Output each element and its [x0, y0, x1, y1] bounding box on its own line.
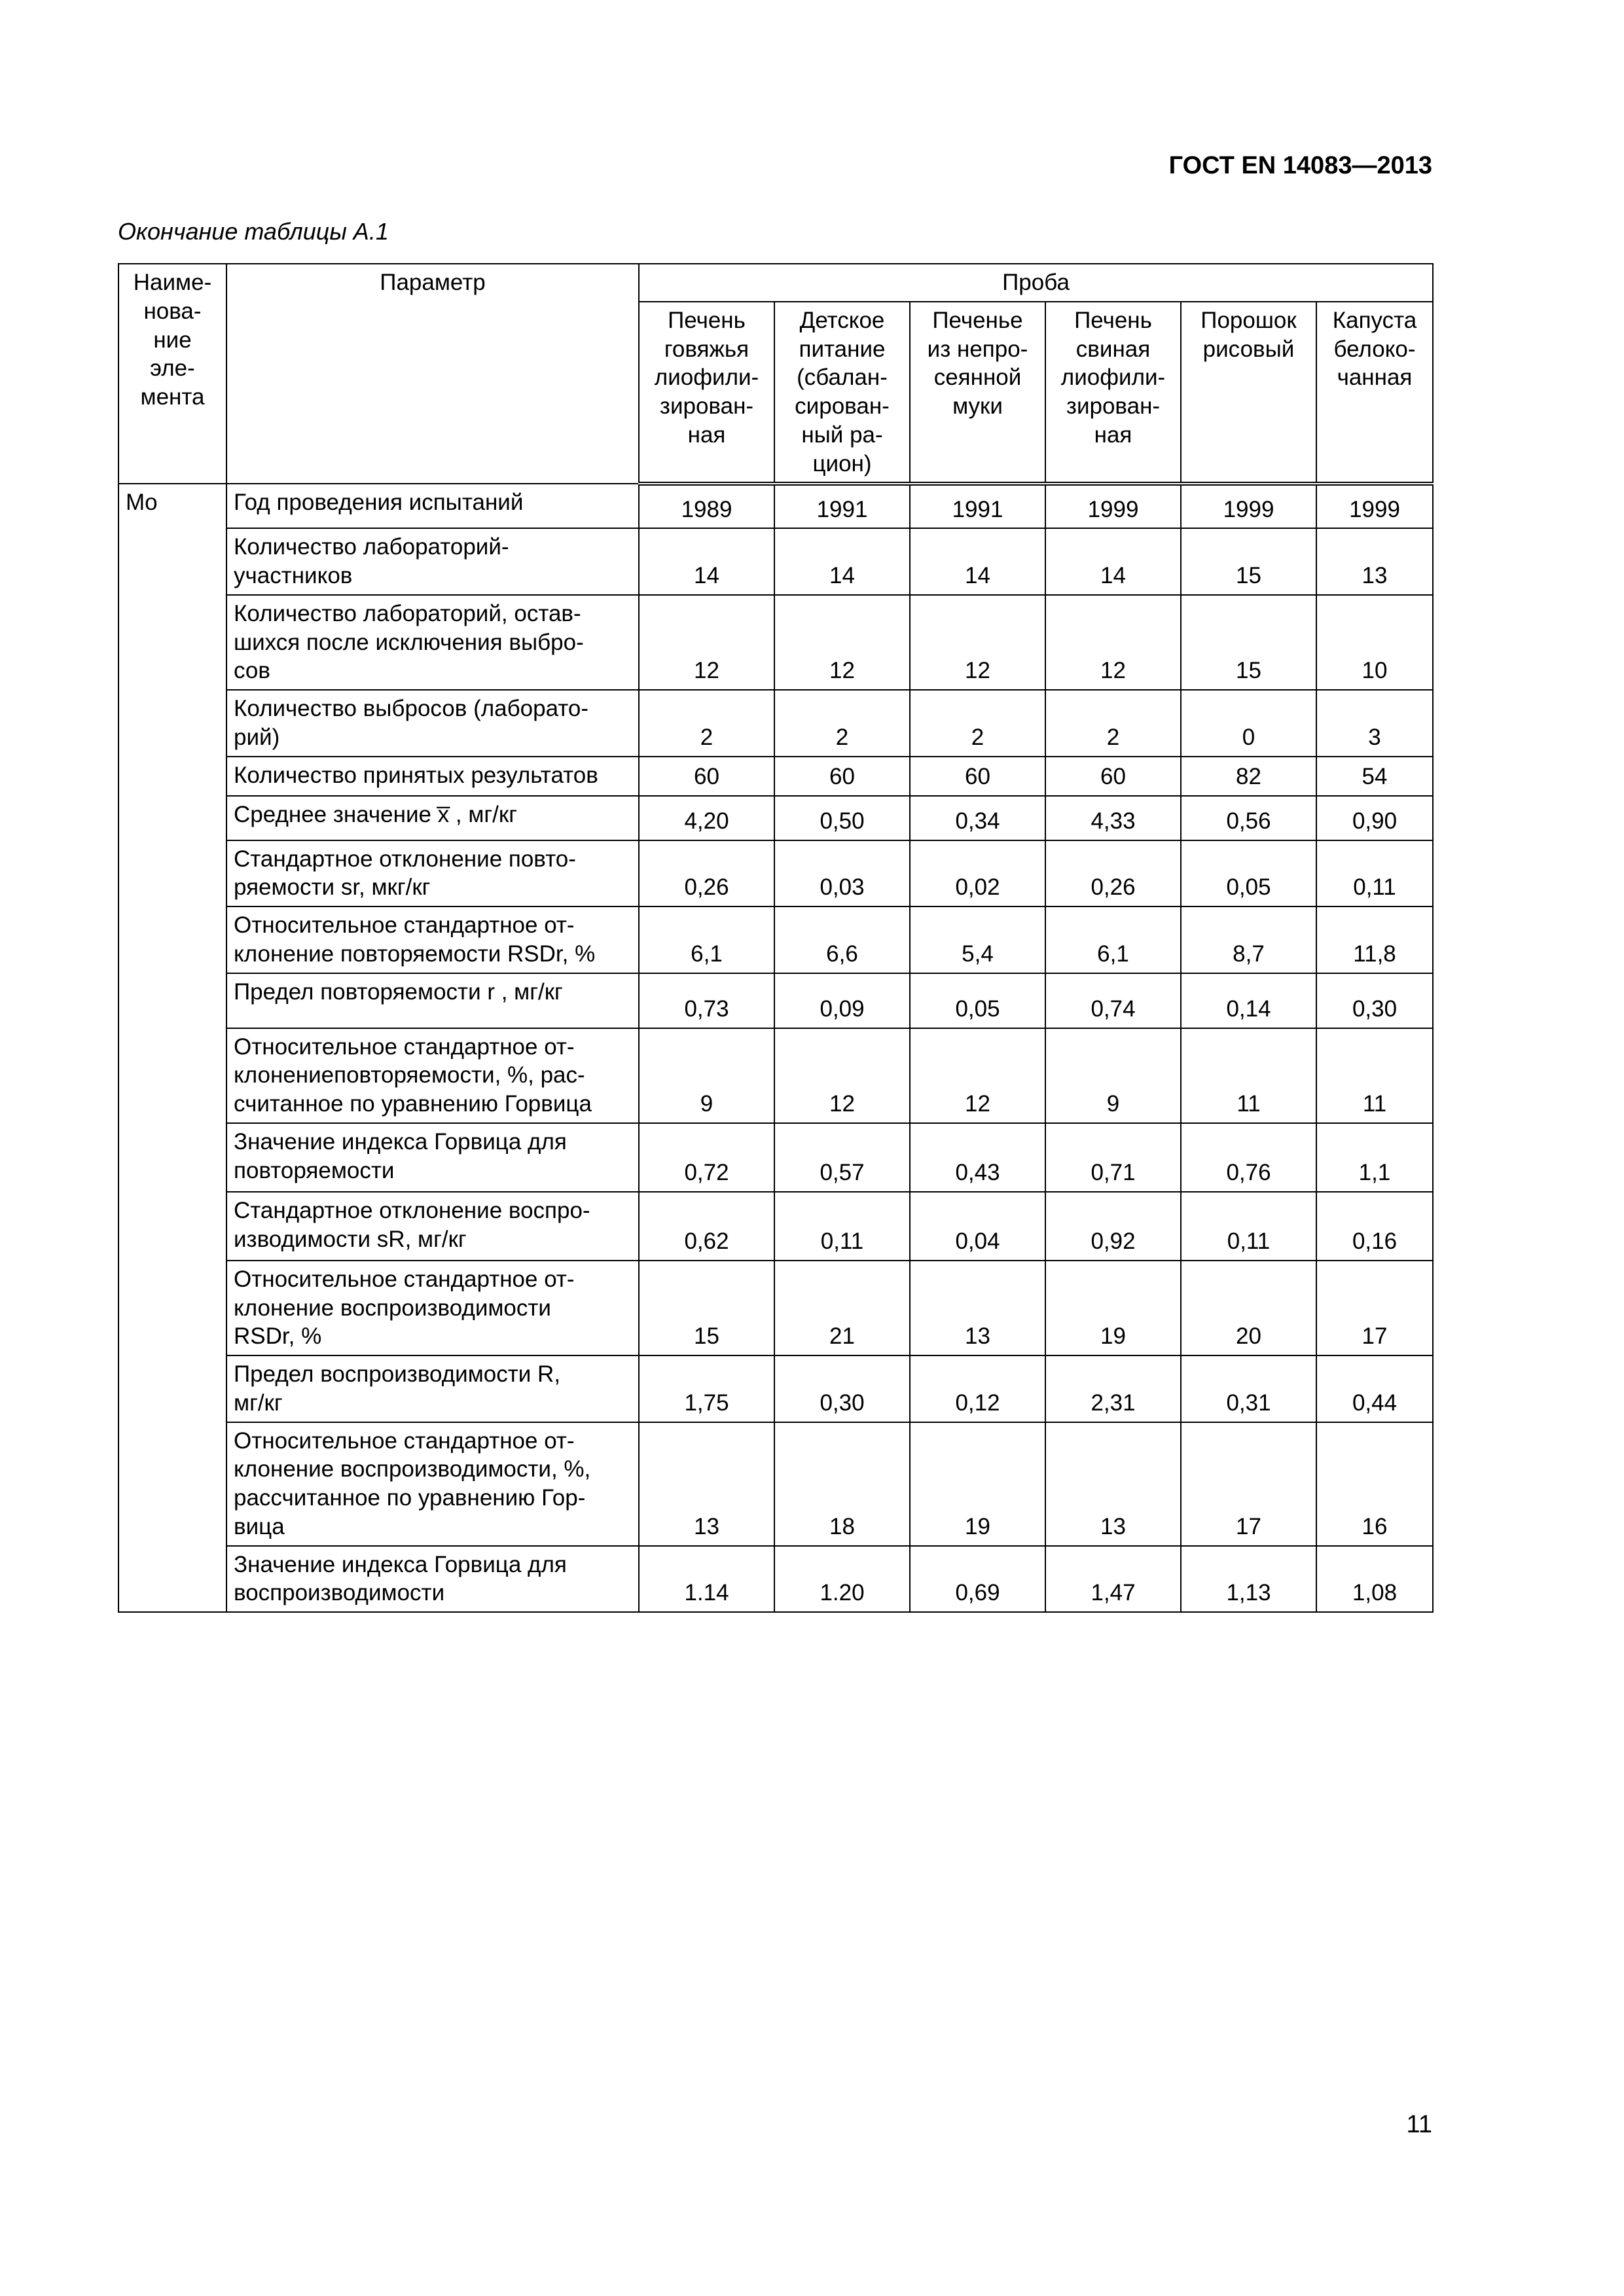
value-cell: 19	[1045, 1261, 1181, 1355]
value-cell: 1999	[1045, 484, 1181, 528]
value-cell: 2,31	[1045, 1355, 1181, 1422]
value-cell: 13	[1316, 528, 1433, 595]
value-cell: 15	[1181, 528, 1316, 595]
value-cell: 0,26	[639, 840, 774, 907]
value-cell: 0,69	[910, 1546, 1045, 1613]
value-cell: 0,14	[1181, 973, 1316, 1028]
value-cell: 0,90	[1316, 796, 1433, 840]
header-sample-group: Проба	[639, 264, 1433, 302]
value-cell: 11	[1181, 1028, 1316, 1123]
value-cell: 13	[1045, 1422, 1181, 1546]
value-cell: 0,50	[774, 796, 910, 840]
value-cell: 0,11	[1181, 1192, 1316, 1261]
value-cell: 14	[1045, 528, 1181, 595]
parameter-cell: Количество лабораторий- участников	[226, 528, 639, 595]
value-cell: 17	[1181, 1422, 1316, 1546]
value-cell: 1,75	[639, 1355, 774, 1422]
value-cell: 0,62	[639, 1192, 774, 1261]
parameter-cell: Предел воспроизводимости R, мг/кг	[226, 1355, 639, 1422]
parameter-cell: Среднее значение x̅ , мг/кг	[226, 796, 639, 840]
parameter-cell: Относительное стандартное от- клонениеповторяемости, %, рас- считанное по уравнению Горвица	[226, 1028, 639, 1123]
value-cell: 19	[910, 1422, 1045, 1546]
value-cell: 11,8	[1316, 906, 1433, 973]
table-row	[118, 1261, 1433, 1355]
value-cell: 0,26	[1045, 840, 1181, 907]
value-cell: 0,73	[639, 973, 774, 1028]
value-cell: 6,6	[774, 906, 910, 973]
value-cell: 1,08	[1316, 1546, 1433, 1613]
value-cell: 0,02	[910, 840, 1045, 907]
value-cell: 0,71	[1045, 1123, 1181, 1192]
value-cell: 17	[1316, 1261, 1433, 1355]
header-sample: Капуста белоко- чанная	[1316, 302, 1433, 484]
value-cell: 1991	[774, 484, 910, 528]
parameter-cell: Относительное стандартное от- клонение воспроизводимости, %, рассчитанное по уравнению Гор- вица	[226, 1422, 639, 1546]
value-cell: 0,72	[639, 1123, 774, 1192]
parameter-cell: Количество выбросов (лаборато- рий)	[226, 690, 639, 757]
parameter-cell: Год проведения испытаний	[226, 484, 639, 528]
value-cell: 1999	[1181, 484, 1316, 528]
parameter-cell: Значение индекса Горвица для повторяемости	[226, 1123, 639, 1192]
value-cell: 9	[1045, 1028, 1181, 1123]
value-cell: 15	[1181, 595, 1316, 690]
document-id: ГОСТ EN 14083—2013	[1168, 152, 1432, 179]
value-cell: 1,13	[1181, 1546, 1316, 1613]
value-cell: 1,1	[1316, 1123, 1433, 1192]
value-cell: 0,76	[1181, 1123, 1316, 1192]
value-cell: 82	[1181, 757, 1316, 796]
table-row	[118, 1546, 1433, 1613]
table-row	[118, 1123, 1433, 1192]
table-row	[118, 1422, 1433, 1546]
value-cell: 60	[910, 757, 1045, 796]
header-sample: Порошок рисовый	[1181, 302, 1316, 484]
value-cell: 12	[774, 595, 910, 690]
value-cell: 0	[1181, 690, 1316, 757]
value-cell: 0,09	[774, 973, 910, 1028]
element-cell: Mo	[118, 484, 226, 1612]
value-cell: 3	[1316, 690, 1433, 757]
table-row	[118, 690, 1433, 757]
value-cell: 0,57	[774, 1123, 910, 1192]
table-row	[118, 906, 1433, 973]
value-cell: 60	[774, 757, 910, 796]
value-cell: 60	[1045, 757, 1181, 796]
value-cell: 18	[774, 1422, 910, 1546]
page-number: 11	[1406, 2111, 1432, 2138]
table-body	[118, 484, 1433, 1612]
value-cell: 4,20	[639, 796, 774, 840]
value-cell: 1,47	[1045, 1546, 1181, 1613]
header-parameter: Параметр	[226, 264, 639, 484]
value-cell: 9	[639, 1028, 774, 1123]
table-caption: Окончание таблицы А.1	[118, 218, 389, 245]
value-cell: 12	[1045, 595, 1181, 690]
parameter-cell: Относительное стандартное от- клонение повторяемости RSDr, %	[226, 906, 639, 973]
parameter-cell: Количество принятых результатов	[226, 757, 639, 796]
table-row	[118, 796, 1433, 840]
value-cell: 54	[1316, 757, 1433, 796]
value-cell: 5,4	[910, 906, 1045, 973]
table-row	[118, 595, 1433, 690]
table-row	[118, 528, 1433, 595]
value-cell: 14	[639, 528, 774, 595]
value-cell: 12	[910, 1028, 1045, 1123]
value-cell: 13	[910, 1261, 1045, 1355]
parameter-cell: Предел повторяемости r , мг/кг	[226, 973, 639, 1028]
value-cell: 1.20	[774, 1546, 910, 1613]
value-cell: 1991	[910, 484, 1045, 528]
value-cell: 0,31	[1181, 1355, 1316, 1422]
value-cell: 8,7	[1181, 906, 1316, 973]
parameter-cell: Стандартное отклонение повто- ряемости sr, мкг/кг	[226, 840, 639, 907]
value-cell: 6,1	[1045, 906, 1181, 973]
value-cell: 0,92	[1045, 1192, 1181, 1261]
table-row	[118, 840, 1433, 907]
parameter-cell: Относительное стандартное от- клонение воспроизводимости RSDr, %	[226, 1261, 639, 1355]
value-cell: 20	[1181, 1261, 1316, 1355]
value-cell: 0,16	[1316, 1192, 1433, 1261]
parameter-cell: Количество лабораторий, остав- шихся после исключения выбро- сов	[226, 595, 639, 690]
value-cell: 0,74	[1045, 973, 1181, 1028]
value-cell: 16	[1316, 1422, 1433, 1546]
table-row	[118, 1355, 1433, 1422]
value-cell: 60	[639, 757, 774, 796]
header-sample: Детское питание (сбалан- сирован- ный ра- цион)	[774, 302, 910, 484]
value-cell: 0,05	[910, 973, 1045, 1028]
value-cell: 6,1	[639, 906, 774, 973]
header-element: Наиме- нова- ние эле- мента	[118, 264, 226, 484]
table-row	[118, 1192, 1433, 1261]
value-cell: 4,33	[1045, 796, 1181, 840]
value-cell: 11	[1316, 1028, 1433, 1123]
value-cell: 1989	[639, 484, 774, 528]
value-cell: 0,11	[774, 1192, 910, 1261]
table-row	[118, 484, 1433, 528]
value-cell: 0,34	[910, 796, 1045, 840]
parameter-cell: Стандартное отклонение воспро- изводимости sR, мг/кг	[226, 1192, 639, 1261]
header-sample: Печень говяжья лиофили- зирован- ная	[639, 302, 774, 484]
value-cell: 0,44	[1316, 1355, 1433, 1422]
header-sample: Печенье из непро- сеянной муки	[910, 302, 1045, 484]
value-cell: 0,30	[1316, 973, 1433, 1028]
value-cell: 14	[774, 528, 910, 595]
value-cell: 15	[639, 1261, 774, 1355]
results-table	[118, 263, 1434, 1613]
value-cell: 12	[639, 595, 774, 690]
value-cell: 2	[639, 690, 774, 757]
value-cell: 2	[1045, 690, 1181, 757]
table-row	[118, 757, 1433, 796]
value-cell: 1999	[1316, 484, 1433, 528]
table-row	[118, 1028, 1433, 1123]
value-cell: 0,43	[910, 1123, 1045, 1192]
value-cell: 2	[774, 690, 910, 757]
value-cell: 13	[639, 1422, 774, 1546]
value-cell: 10	[1316, 595, 1433, 690]
value-cell: 12	[910, 595, 1045, 690]
value-cell: 0,05	[1181, 840, 1316, 907]
value-cell: 2	[910, 690, 1045, 757]
parameter-cell: Значение индекса Горвица для воспроизводимости	[226, 1546, 639, 1613]
value-cell: 1.14	[639, 1546, 774, 1613]
table-row	[118, 973, 1433, 1028]
value-cell: 14	[910, 528, 1045, 595]
value-cell: 0,56	[1181, 796, 1316, 840]
value-cell: 12	[774, 1028, 910, 1123]
value-cell: 0,11	[1316, 840, 1433, 907]
value-cell: 0,12	[910, 1355, 1045, 1422]
value-cell: 0,04	[910, 1192, 1045, 1261]
value-cell: 0,03	[774, 840, 910, 907]
value-cell: 0,30	[774, 1355, 910, 1422]
header-sample: Печень свиная лиофили- зирован- ная	[1045, 302, 1181, 484]
value-cell: 21	[774, 1261, 910, 1355]
